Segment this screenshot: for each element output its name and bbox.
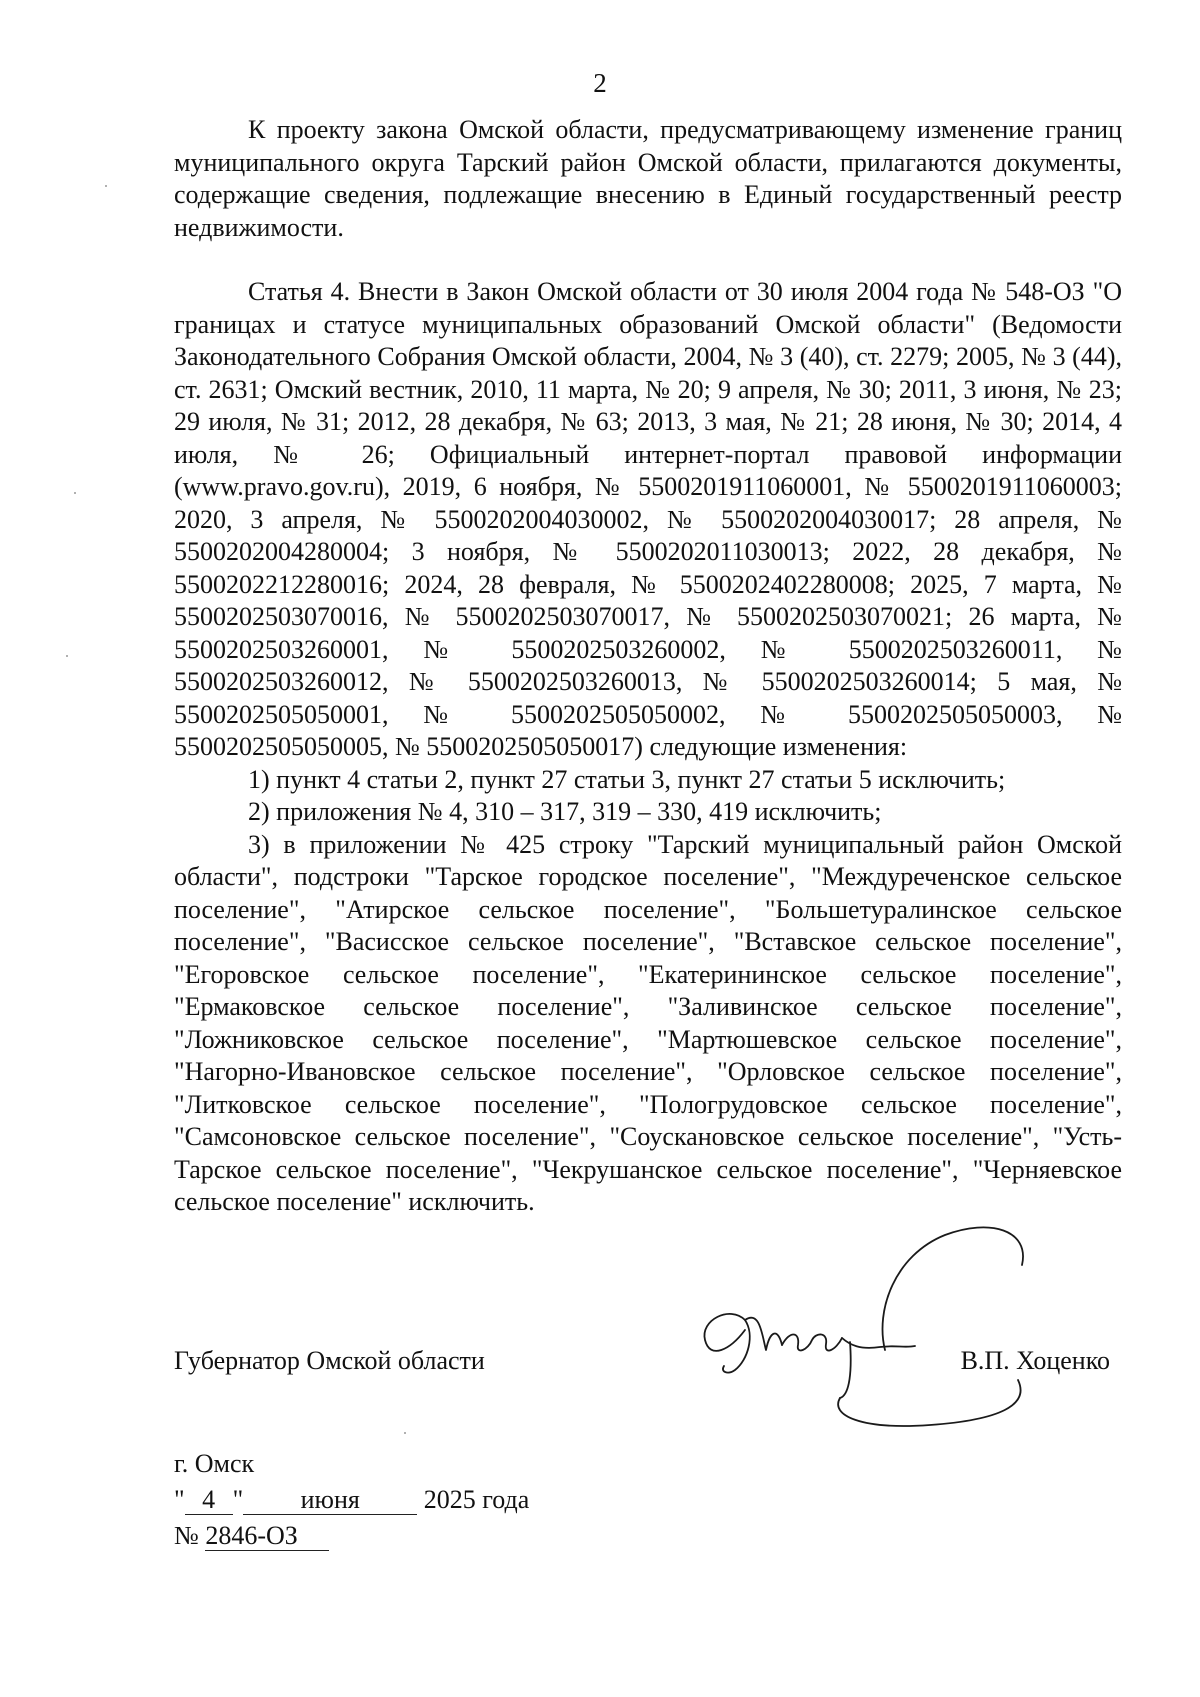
date-year: 2025 года [423,1485,530,1514]
scan-speck [66,655,68,657]
intro-paragraph: К проекту закона Омской области, предусматривающему изменение границ муниципального округа Тарский район Омской области, прилагаются документы, содержащие сведения, подлежащие внесению в Единый государственный реестр недвижимости. [174,115,1122,242]
law-number-value: 2846-ОЗ [205,1522,329,1551]
amendment-item-1: 1) пункт 4 статьи 2, пункт 27 статьи 3, пункт 27 статьи 5 исключить; [248,764,1006,794]
date-open-quote: " [174,1485,185,1514]
place-date-number-block [174,1446,529,1554]
page-number: 2 [593,68,607,98]
place-text: г. Омск [174,1449,255,1478]
handwritten-signature [700,1210,1120,1440]
signatory-title: Губернатор Омской области [174,1346,485,1375]
signatory-name: В.П. Хоценко [960,1346,1110,1375]
date-close-quote: " [232,1485,244,1514]
place-line [174,1446,529,1482]
date-month: июня [243,1486,417,1515]
scan-speck [404,1432,406,1434]
date-line [174,1482,529,1518]
law-number-line [174,1518,529,1554]
article-4-paragraph: Статья 4. Внести в Закон Омской области от 30 июля 2004 года № 548-ОЗ "О границах и статусе муниципальных образований Омской области" (Ведомости Законодательного Собрания Омской области, 2004, № 3 (40), ст. 2279; 2005, № 3 (44), ст. 2631; Омский вестник, 2010, 11 марта, № 20; 9 апреля, № 30; 2011, 3 июня, № 23; 29 июля, № 31; 2012, 28 декабря, № 63; 2013, 3 мая, № 21; 28 июня, № 30; 2014, 4 июля, № 26; Официальный интернет-портал правовой информации (www.pravo.gov.ru), 2019, 6 ноября, № 5500201911060001, № 5500201911060003; 2020, 3 апреля, № 5500202004030002, № 5500202004030017; 28 апреля, № 5500202004280004; 3 ноября, № 5500202011030013; 2022, 28 декабря, № 5500202212280016; 2024, 28 февраля, № 5500202402280008; 2025, 7 марта, № 5500202503070016, № 5500202503070017, № 5500202503070021; 26 марта, № 5500202503260001, № 5500202503260002, № 5500202503260011, № 5500202503260012, № 5500202503260013, № 5500202503260014; 5 мая, № 5500202505050001, № 5500202505050002, № 5500202505050003, № 5500202505050005, № 5500202505050017) следующие изменения: [174,277,1122,761]
law-number-prefix: № [174,1521,199,1550]
signature-block [174,1346,1122,1386]
amendment-item-3: 3) в приложении № 425 строку "Тарский муниципальный район Омской области", подстроки "Тарское городское поселение", "Междуреченское сельское поселение", "Атирское сельское поселение", "Большетуралинское сельское поселение", "Васисское сельское поселение", "Вставское сельское поселение", "Егоровское сельское поселение", "Екатерининское сельское поселение", "Ермаковское сельское поселение", "Заливинское сельское поселение", "Ложниковское сельское поселение", "Мартюшевское сельское поселение", "Нагорно-Ивановское сельское поселение", "Орловское сельское поселение", "Литковское сельское поселение", "Пологрудовское сельское поселение", "Самсоновское сельское поселение", "Соускановское сельское поселение", "Усть-Тарское сельское поселение", "Чекрушанское сельское поселение", "Черняевское сельское поселение" исключить. [174,829,1122,1216]
scan-speck [105,185,107,187]
date-day: 4 [185,1486,233,1515]
amendment-item-2: 2) приложения № 4, 310 – 317, 319 – 330, 419 исключить; [248,797,882,826]
scan-speck [74,492,76,494]
document-body [174,114,1122,1219]
